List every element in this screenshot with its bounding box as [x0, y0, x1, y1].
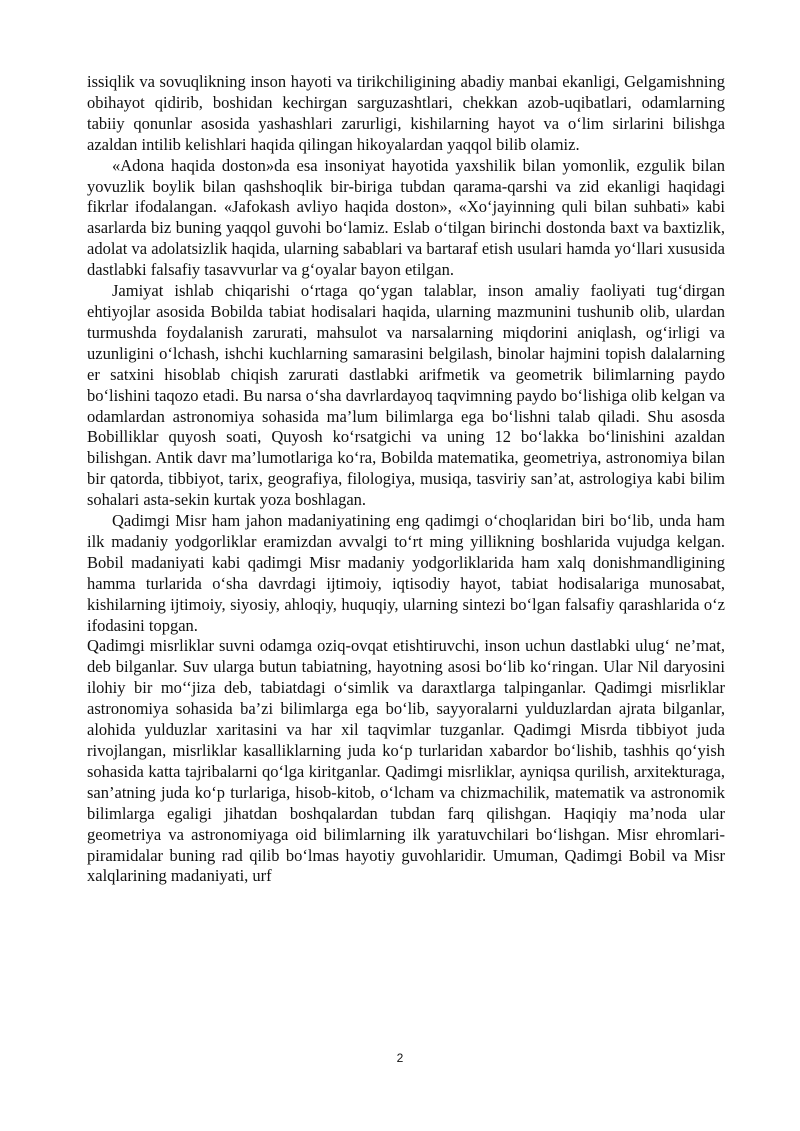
- page-number: 2: [396, 1051, 404, 1065]
- paragraph-continuation: issiqlik va sovuqlikning inson hayoti va tirikchiligining abadiy manbai ekanligi, Gelgamishning obihayot qidirib, boshidan kechirgan sarguzashtlari, chekkan azob-uqibatlari, odamlarning tabiiy qonunlar asosida yashashlari zarurligi, kishilarning hayot va o‘lim sirlarini bilishga azaldan intilib kelishlari haqida qilingan hikoyalardan yaqqol bilib olamiz.: [87, 72, 725, 154]
- paragraph-adona: «Adona haqida doston»da esa insoniyat hayotida yaxshilik bilan yomonlik, ezgulik bilan yovuzlik boylik bilan qashshoqlik bir-biriga tubdan qarama-qarshi va zid ekanligi haqidagi fikrlar ifodalangan. «Jafokash avliyo haqida doston», «Xo‘jayinning quli bilan suhbati» kabi asarlarda biz buning yaqqol guvohi bo‘lamiz. Eslab o‘tilgan birinchi dostonda baxt va baxtizlik, adolat va adolatsizlik haqida, ularning sabablari va bartaraf etish usulari hamda yo‘llari xususida dastlabki falsafiy tasavvurlar va g‘oyalar bayon etilgan.: [87, 155, 725, 280]
- document-body: [87, 72, 725, 887]
- paragraph-qadimgi-misr: Qadimgi Misr ham jahon madaniyatining eng qadimgi o‘choqlaridan biri bo‘lib, unda ham ilk madaniy yodgorliklar eramizdan avvalgi to‘rt ming yillikning boshlarida vujudga kelgan. Bobil madaniyati kabi qadimgi Misr madaniy yodgorliklarida ham xalq donishmandligining hamma turlarida o‘sha davrdagi ijtimoiy, iqtisodiy hayot, tabiat hodisalariga munosabat, kishilarning ijtimoiy, siyosiy, ahloqiy, huquqiy, ularning sintezi bo‘lgan falsafiy qarashlarida o‘z ifodasini topgan.: [87, 511, 725, 635]
- paragraph-misrliklar: Qadimgi misrliklar suvni odamga oziq-ovqat etishtiruvchi, inson uchun dastlabki ulug‘ ne’mat, deb bilganlar. Suv ularga butun tabiatning, hayotning asosi bo‘lib ko‘ringan. Ular Nil daryosini ilohiy bir mo‘‘jiza deb, tabiatdagi o‘simlik va daraxtlarga talpinganlar. Qadimgi misrliklar astronomiya sohasida ba’zi bilimlarga ega bo‘lib, sayyoralarni yulduzlardan ajrata bilganlar, alohida yulduzlar xaritasini va har xil taqvimlar tuzganlar. Qadimgi Misrda tibbiyot juda rivojlangan, misrliklar kasalliklarning juda ko‘p turlaridan xabardor bo‘lishib, tashhis qo‘yish sohasida katta tajribalarni qo‘lga kiritganlar. Qadimgi misrliklar, ayniqsa qurilish, arxitekturaga, san’atning juda ko‘p turlariga, hisob-kitob, o‘lcham va chizmachilik, matematik va astronomik bilimlarga egaligi jihatdan boshqalardan tubdan farq qilishgan. Haqiqiy ma’noda ular geometriya va astronomiyaga oid bilimlarning ilk yaratuvchilari bo‘lishgan. Misr ehromlari-piramidalar buning rad qilib bo‘lmas hayotiy guvohlaridir. Umuman, Qadimgi Bobil va Misr xalqlarining madaniyati, urf: [87, 636, 725, 886]
- paragraph-bobil-science: Jamiyat ishlab chiqarishi o‘rtaga qo‘ygan talablar, inson amaliy faoliyati tug‘dirgan ehtiyojlar asosida Bobilda tabiat hodisalari haqida, ularning mazmunini tushunib olib, ulardan turmushda foydalanish zarurati, mahsulot va narsalarning miqdorini aniqlash, og‘irligi va uzunligini o‘lchash, ishchi kuchlarning samarasini belgilash, binolar hajmini topish dalalarning er satxini hisoblab chiqish zarurati dastlabki arifmetik va geometrik bilimlarning paydo bo‘lishini taqozo etadi. Bu narsa o‘sha davrlardayoq taqvimning paydo bo‘lishiga olib kelgan va odamlardan astronomiya sohasida ma’lum bilimlarga ega bo‘lishni talab qiladi. Shu asosda Bobilliklar quyosh soati, Quyosh ko‘rsatgichi va uning 12 bo‘lakka bo‘linishini azaldan bilishgan. Antik davr ma’lumotlariga ko‘ra, Bobilda matematika, geometriya, astronomiya bilan bir qatorda, tibbiyot, tarix, geografiya, filologiya, musiqa, tasviriy san’at, astrologiya kabi bilim sohalari asta-sekin kurtak yoza boshlagan.: [87, 281, 725, 510]
